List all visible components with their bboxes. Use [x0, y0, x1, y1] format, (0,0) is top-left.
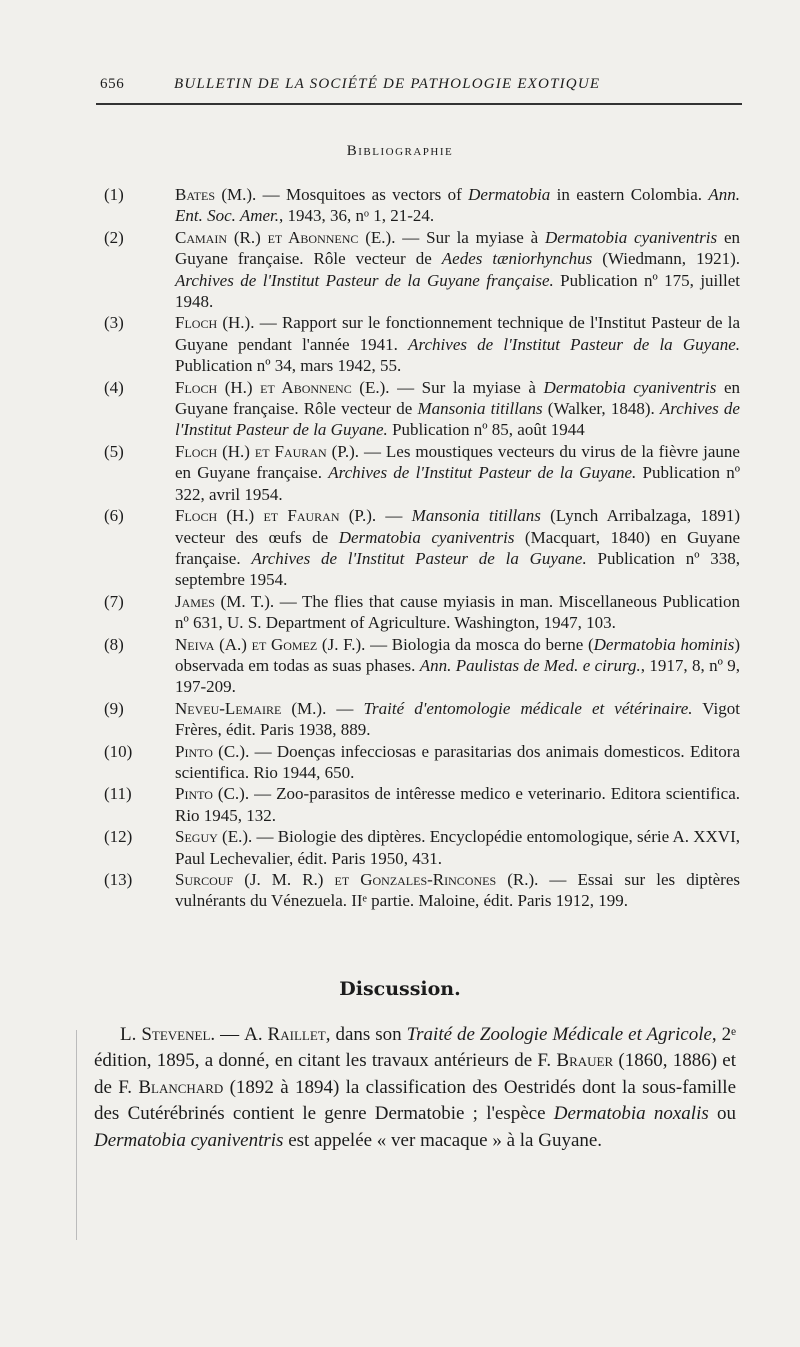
header-rule: [96, 103, 742, 105]
text-run: — Les moustiques vecteurs du virus de la fièvre jaune en Guyane française.: [175, 441, 740, 483]
author-name: Blanchard: [138, 1076, 224, 1098]
italic-title: Dermatobia: [468, 185, 551, 204]
reference-item: [104, 741, 740, 784]
reference-item: [104, 591, 740, 634]
text-run: (1892 à 1894) la classification des Oestridés dont la sous-famille des Cutérébrinés contient le genre Dermatobie ; l'espèce: [94, 1076, 737, 1125]
italic-title: Aedes tæniorhynchus: [441, 249, 593, 269]
reference-authors: Neiva (A.) et Gomez (J. F.).: [175, 634, 366, 654]
reference-item: [104, 698, 740, 741]
journal-title: BULLETIN DE LA SOCIÉTÉ DE PATHOLOGIE EXOTIQUE: [174, 76, 601, 92]
text-run: , 1943, 36, nᵒ 1, 21-24.: [279, 206, 435, 226]
reference-authors: Floch (H.) et Fauran (P.).: [175, 441, 359, 461]
reference-item: [104, 312, 740, 376]
reference-item: [104, 869, 740, 912]
italic-title: Ann. Ent. Soc. Amer.: [175, 185, 740, 226]
text-run: — Sur la myiase à: [395, 227, 546, 247]
species-name: Dermatobia cyaniventris: [94, 1129, 284, 1151]
text-run: (Walker, 1848).: [542, 399, 660, 419]
reference-authors: Floch (H.).: [175, 313, 255, 333]
text-run: , dans son: [325, 1024, 407, 1045]
text-run: —: [215, 1024, 245, 1045]
bibliography-heading: Bibliographie: [346, 143, 454, 159]
text-run: —: [376, 506, 412, 526]
margin-line: [76, 1030, 77, 1240]
text-run: est appelée « ver macaque » à la Guyane.: [283, 1129, 603, 1151]
reference-item: [104, 441, 740, 505]
text-run: ) observada em todas as suas phases.: [175, 634, 740, 675]
reference-authors: Bates (M.).: [175, 185, 257, 204]
italic-title: Mansonia titillans: [417, 399, 543, 419]
book-title: Traité de Zoologie Médicale et Agricole: [406, 1024, 712, 1045]
text-run: — Mosquitoes as vectors of: [256, 185, 469, 204]
reference-authors: Surcouf (J. M. R.) et Gonzales-Rincones (R.).: [175, 870, 539, 889]
reference-item: [104, 505, 740, 591]
reference-number: (8): [104, 634, 124, 654]
reference-authors: Camain (R.) et Abonnenc (E.).: [175, 227, 396, 247]
page-number: 656: [100, 76, 125, 92]
reference-item: [104, 377, 740, 441]
reference-number: (9): [104, 698, 124, 718]
text-run: — Sur la myiase à: [389, 377, 544, 397]
reference-number: (12): [104, 827, 133, 847]
text-run: Publication nº 175, juillet 1948.: [175, 270, 740, 312]
text-run: — Essai sur les diptères vulnérants du Vénezuela. IIᵉ partie. Maloine, édit. Paris 1912, 199.: [175, 870, 741, 911]
italic-title: Dermatobia cyaniventris: [545, 227, 718, 247]
italic-title: Mansonia titillans: [411, 506, 541, 526]
author-name: Brauer: [556, 1050, 614, 1072]
italic-title: Dermatobia cyaniventris: [338, 527, 515, 547]
reference-authors: Floch (H.) et Fauran (P.).: [175, 506, 377, 526]
text-run: Publication nº 322, avril 1954.: [175, 463, 740, 504]
italic-title: Archives de l'Institut Pasteur de la Guyane française.: [175, 270, 554, 290]
species-name: Dermatobia noxalis: [553, 1103, 709, 1125]
reference-authors: James (M. T.).: [175, 591, 275, 611]
text-run: in eastern Colombia.: [550, 185, 709, 204]
reference-item: [104, 634, 740, 698]
text-run: (Lynch Arribalzaga, 1891) vecteur des œufs de: [175, 506, 740, 547]
reference-item: [104, 227, 740, 313]
text-run: ou: [708, 1103, 736, 1125]
text-run: — Biologia da mosca do berne (: [365, 634, 594, 654]
italic-title: Archives de l'Institut Pasteur de la Guyane.: [408, 334, 740, 354]
italic-title: Archives de l'Institut Pasteur de la Guyane.: [251, 548, 587, 568]
text-run: Publication nº 338, septembre 1954.: [175, 548, 740, 590]
text-run: — Biologie des diptères. Encyclopédie entomologique, série A. XXVI, Paul Lechevalier, édit. Paris 1950, 431.: [175, 827, 740, 868]
author-name: A. Raillet: [244, 1024, 326, 1045]
bibliography-list: [104, 184, 740, 912]
italic-title: Dermatobia hominis: [593, 634, 735, 654]
reference-number: (2): [104, 227, 124, 247]
reference-authors: Pinto (C.).: [175, 741, 250, 761]
discussion-paragraph: [94, 1022, 736, 1154]
reference-authors: Neveu-Lemaire (M.).: [175, 698, 327, 718]
reference-number: (11): [104, 784, 132, 804]
reference-number: (6): [104, 506, 124, 526]
italic-title: Archives de l'Institut Pasteur de la Guyane.: [328, 463, 637, 483]
reference-authors: Pinto (C.).: [175, 784, 250, 804]
text-run: — Rapport sur le fonctionnement technique de l'Institut Pasteur de la Guyane pendant l'année 1941.: [175, 313, 740, 354]
italic-title: Ann. Paulistas de Med. e cirurg.: [419, 655, 641, 675]
italic-title: Traité d'entomologie médicale et vétérinaire.: [363, 698, 693, 718]
text-run: en Guyane française. Rôle vecteur de: [175, 377, 740, 419]
reference-authors: Seguy (E.).: [175, 827, 253, 847]
discussion-heading: Discussion.: [339, 978, 461, 1000]
reference-number: (3): [104, 313, 124, 333]
reference-number: (7): [104, 591, 124, 611]
reference-number: (5): [104, 441, 124, 461]
text-run: — Doenças infecciosas e parasitarias dos animais domesticos. Editora scientifica. Rio 1944, 650.: [175, 741, 740, 782]
text-run: Vigot Frères, édit. Paris 1938, 889.: [175, 698, 740, 740]
reference-item: [104, 184, 740, 227]
text-run: (1860, 1886) et de F.: [94, 1050, 737, 1098]
reference-item: [104, 826, 740, 869]
reference-number: (4): [104, 377, 124, 397]
text-run: , 2ᵉ édition, 1895, a donné, en citant les travaux antérieurs de F.: [94, 1024, 737, 1072]
text-run: (Macquart, 1840) en Guyane française.: [175, 527, 741, 568]
text-run: —: [326, 698, 364, 718]
italic-title: Dermatobia cyaniventris: [543, 377, 717, 397]
text-run: Publication nº 34, mars 1942, 55.: [175, 356, 402, 376]
text-run: — Zoo-parasitos de intêresse medico e veterinario. Editora scientifica. Rio 1945, 132.: [175, 784, 740, 825]
reference-number: (13): [104, 870, 133, 889]
text-run: , 1917, 8, nº 9, 197-209.: [175, 655, 740, 697]
text-run: — The flies that cause myiasis in man. Miscellaneous Publication nº 631, U. S. Department of Agriculture. Washington, 1947, 103.: [175, 591, 740, 633]
speaker: L. Stevenel.: [120, 1024, 216, 1045]
reference-authors: Floch (H.) et Abonnenc (E.).: [175, 377, 390, 397]
reference-number: (10): [104, 741, 133, 761]
reference-number: (1): [104, 185, 124, 204]
text-run: en Guyane française. Rôle vecteur de: [175, 227, 740, 269]
text-run: (Wiedmann, 1921).: [592, 249, 740, 269]
reference-item: [104, 783, 740, 826]
italic-title: Archives de l'Institut Pasteur de la Guyane.: [175, 399, 740, 440]
text-run: Publication nº 85, août 1944: [387, 420, 585, 440]
